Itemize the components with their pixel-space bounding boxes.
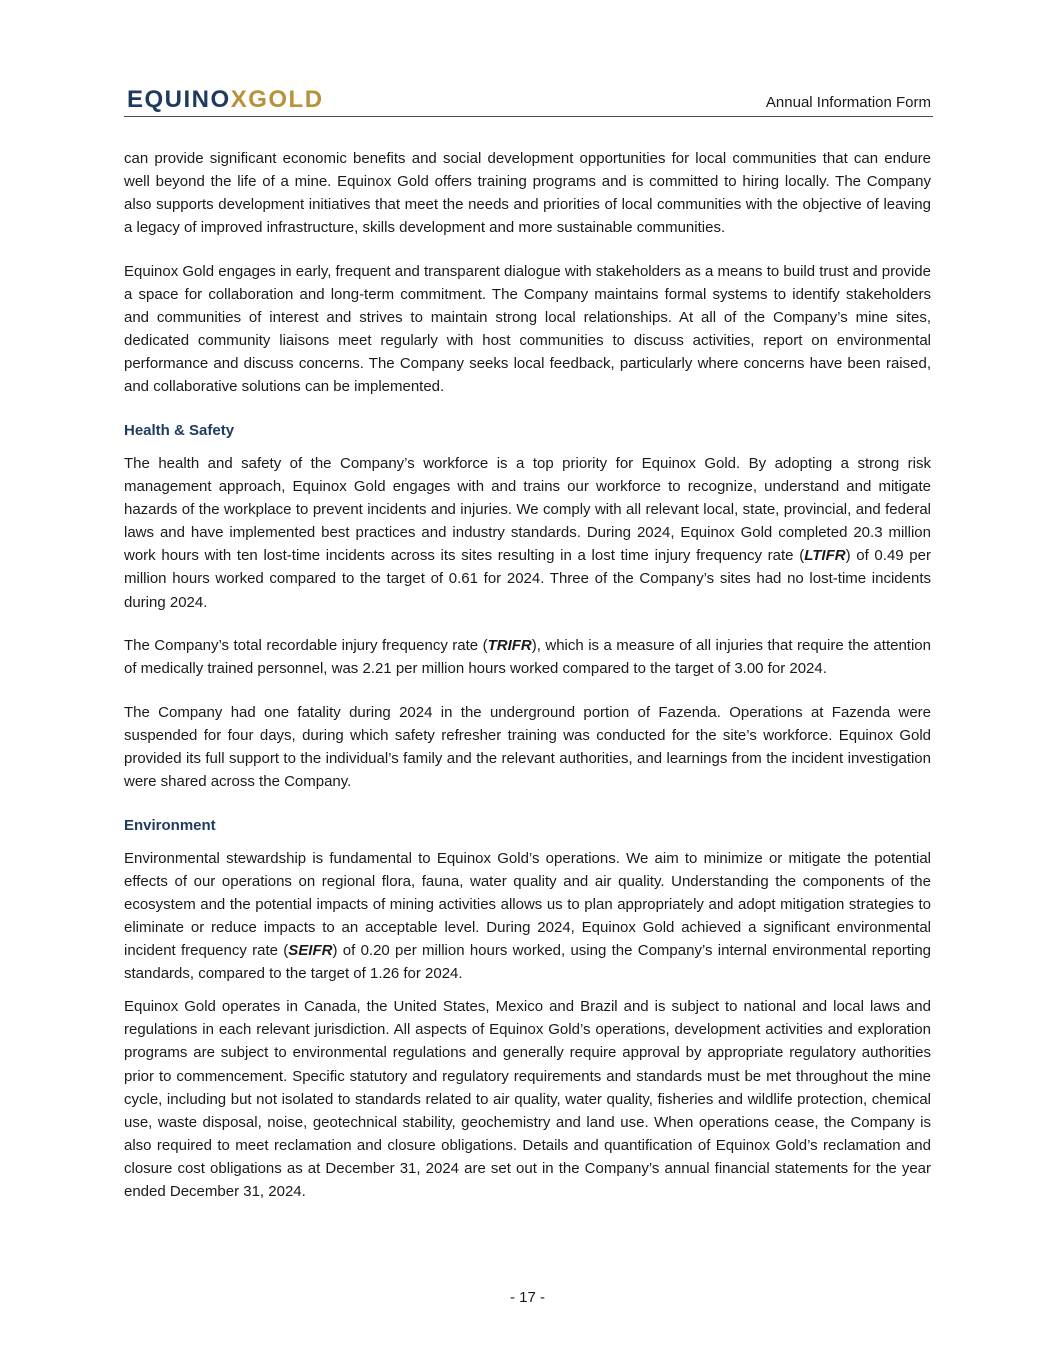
paragraph-regulations: Equinox Gold operates in Canada, the United States, Mexico and Brazil and is subject to national and local laws and regulations in each relevant jurisdiction. All aspects of Equinox Gold’s operations, development activities and exploration programs are subject to environmental regulations and generally require approval by appropriate regulatory authorities prior to commencement. Specific statutory and regulatory requirements and standards must be met throughout the mine cycle, including but not isolated to standards related to air quality, water quality, fisheries and wildlife protection, chemical use, waste disposal, noise, geotechnical stability, geochemistry and land use. When operations cease, the Company is also required to meet reclamation and closure obligations. Details and quantification of Equinox Gold’s reclamation and closure cost obligations as at December 31, 2024 are set out in the Company’s annual financial statements for the year ended December 31, 2024.	[124, 998, 931, 1200]
page-header	[124, 86, 933, 117]
paragraph-health-safety	[124, 452, 931, 614]
paragraph-text: ), which is a measure of all injuries that require the attention of medically trained personnel, was 2.21 per million hours worked compared to the target of 3.00 for 2024.	[124, 637, 931, 678]
paragraph-environmental-stewardship	[124, 847, 931, 986]
term-seifr: SEIFR	[288, 942, 333, 960]
logo-text-x: X	[230, 86, 249, 113]
heading-environment: Environment	[124, 816, 216, 834]
paragraph-stakeholder-dialogue: Equinox Gold engages in early, frequent and transparent dialogue with stakeholders as a means to build trust and provide a space for collaboration and long-term commitment. The Company maintains formal systems to identify stakeholders and communities of interest and strives to maintain strong local relationships. At all of the Company’s mine sites, dedicated community liaisons meet regularly with host communities to discuss activities, report on environmental performance and discuss concerns. The Company seeks local feedback, particularly where concerns have been raised, and collaborative solutions can be implemented.	[124, 262, 931, 396]
paragraph-text: The health and safety of the Company’s workforce is a top priority for Equinox Gold. By adopting a strong risk management approach, Equinox Gold engages with and trains our workforce to recognize, understand and mitigate hazards of the workplace to prevent incidents and injuries. We comply with all relevant local, state, provincial, and federal laws and have implemented best practices and industry standards. During 2024, Equinox Gold completed 20.3 million work hours with ten lost-time incidents across its sites resulting in a lost time injury frequency rate (	[124, 454, 931, 565]
term-trifr: TRIFR	[487, 637, 532, 655]
logo-text-gold: GOLD	[248, 86, 324, 113]
page-body	[124, 147, 931, 1203]
paragraph-text: ) of 0.20 per million hours worked, using the Company’s internal environmental reporting standards, compared to the target of 1.26 for 2024.	[124, 942, 932, 983]
heading-health-safety: Health & Safety	[124, 421, 235, 439]
term-ltifr: LTIFR	[804, 547, 846, 565]
document-title: Annual Information Form	[765, 94, 931, 111]
paragraph-trifr	[124, 634, 931, 680]
logo-text-equin: EQUIN	[127, 86, 211, 113]
paragraph-fatality: The Company had one fatality during 2024 in the underground portion of Fazenda. Operations at Fazenda were suspended for four days, during which safety refresher training was conducted for the site’s workforce. Equinox Gold provided its full support to the individual’s family and the relevant authorities, and learnings from the incident investigation were shared across the Company.	[124, 703, 931, 791]
paragraph-text: ) of 0.49 per million hours worked compared to the target of 0.61 for 2024. Three of the Company’s sites had no lost-time incidents during 2024.	[124, 547, 931, 611]
equinox-gold-logo	[127, 86, 324, 114]
paragraph-text: Environmental stewardship is fundamental to Equinox Gold’s operations. We aim to minimize or mitigate the potential effects of our operations on regional flora, fauna, water quality and air quality. Understanding the components of the ecosystem and the potential impacts of mining activities allows us to plan appropriately and adopt mitigation strategies to eliminate or reduce impacts to an acceptable level. During 2024, Equinox Gold achieved a significant environmental incident frequency rate (	[124, 849, 931, 960]
paragraph-community-benefits: can provide significant economic benefits and social development opportunities for local communities that can endure well beyond the life of a mine. Equinox Gold offers training programs and is committed to hiring locally. The Company also supports development initiatives that meet the needs and priorities of local communities with the objective of leaving a legacy of improved infrastructure, skills development and more sustainable communities.	[124, 150, 931, 237]
logo-text-o: O	[210, 86, 231, 113]
paragraph-text: The Company’s total recordable injury frequency rate (	[124, 637, 488, 655]
page-number: - 17 -	[509, 1289, 545, 1306]
